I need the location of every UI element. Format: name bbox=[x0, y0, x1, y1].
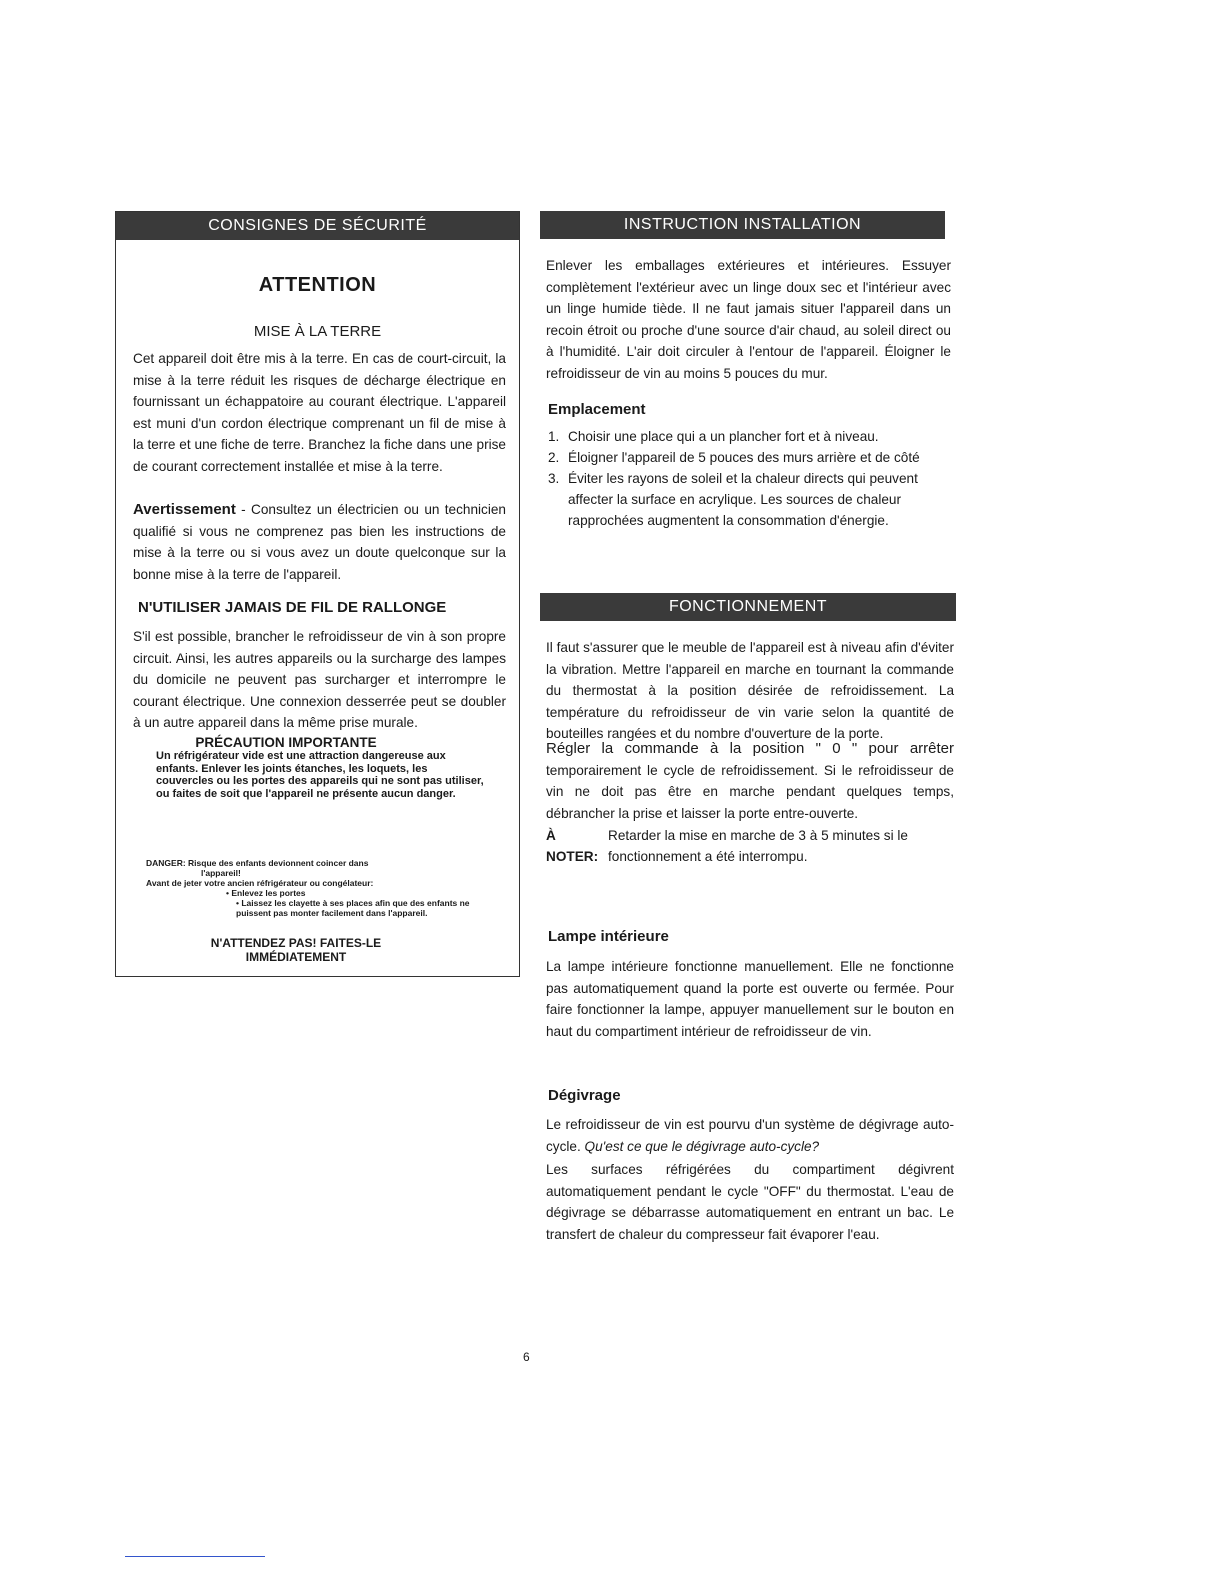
regler-text: temporairement le cycle de refroidissement. Si le refroidisseur de vin ne doit pas être en marche pendant quelques temps, débrancher la prise et laisser la porte entre-ouverte. bbox=[546, 762, 954, 821]
lamp-text: La lampe intérieure fonctionne manuellement. Elle ne fonctionne pas automatiquement quand la porte est ouverte ou fermée. Pour faire fonctionner la lampe, appuyer manuellement sur le bouton en haut du compartiment intérieur de refroidisseur de vin. bbox=[546, 959, 954, 1039]
list-item bbox=[548, 426, 948, 447]
operation-banner bbox=[540, 593, 956, 621]
safety-banner bbox=[116, 212, 519, 240]
note-label: À NOTER: bbox=[546, 828, 599, 864]
list-item-text: Éviter les rayons de soleil et la chaleur directs qui peuvent affecter la surface en acrylique. Les sources de chaleur rapprochées augmentent la consommation d'énergie. bbox=[568, 471, 918, 528]
final-warning-line: N'ATTENDEZ PAS! FAITES-LE bbox=[210, 936, 382, 950]
list-item bbox=[548, 468, 948, 531]
attention-heading: ATTENTION bbox=[258, 274, 377, 296]
list-item-number: 1. bbox=[548, 429, 560, 444]
note-text: Retarder la mise en marche de 3 à 5 minutes si le fonctionnement a été interrompu. bbox=[608, 828, 908, 864]
danger-block bbox=[146, 858, 496, 918]
final-warning-line: IMMÉDIATEMENT bbox=[245, 950, 347, 964]
warning-lead: Avertissement bbox=[133, 501, 236, 518]
regler-paragraph bbox=[546, 738, 954, 824]
danger-bullet: • Enlevez les portes bbox=[226, 888, 306, 898]
emplacement-list bbox=[548, 426, 948, 531]
defrost-title: Dégivrage bbox=[548, 1087, 621, 1104]
operation-text: Il faut s'assurer que le meuble de l'appareil est à niveau afin d'éviter la vibration. Mettre l'appareil en marche en tournant la commande du thermostat à la position désirée de refroidissement. La température du refroidisseur de vin varie selon la quantité de bouteilles rangées et du nombre d'ouverture de la porte. bbox=[546, 640, 954, 741]
grounding-title: MISE À LA TERRE bbox=[253, 323, 382, 340]
warning-paragraph bbox=[133, 499, 506, 585]
operation-banner-title: FONCTIONNEMENT bbox=[668, 598, 828, 615]
lamp-title: Lampe intérieure bbox=[548, 928, 669, 945]
final-warning bbox=[116, 936, 476, 964]
warning-text: - Consultez un électricien ou un technicien qualifié si vous ne comprenez pas bien les instructions de mise à la terre ou si vous avez un doute quelconque sur la bonne mise à la terre de l'appareil. bbox=[133, 502, 506, 582]
list-item bbox=[548, 447, 948, 468]
safety-section bbox=[115, 211, 520, 977]
install-banner-title: INSTRUCTION INSTALLATION bbox=[623, 216, 862, 233]
note bbox=[546, 825, 956, 867]
danger-line: Avant de jeter votre ancien réfrigérateur ou congélateur: bbox=[146, 878, 374, 888]
defrost-text-a: Le refroidisseur de vin est pourvu d'un système de dégivrage auto-cycle. bbox=[546, 1117, 954, 1154]
regler-lead: Régler la commande à la position " 0 " pour arrêter bbox=[546, 740, 954, 757]
install-banner bbox=[540, 211, 945, 239]
defrost-text bbox=[546, 1114, 954, 1157]
grounding-text: Cet appareil doit être mis à la terre. En cas de court-circuit, la mise à la terre réduit les risques de décharge électrique en fournissant un échappatoire au courant électrique. L'appareil est muni d'un cordon électrique comprenant un fil de mise à la terre et une fiche de terre. Branchez la fiche dans une prise de courant correctement installée et mise à la terre. bbox=[133, 351, 506, 474]
precaution-title: PRÉCAUTION IMPORTANTE bbox=[195, 735, 377, 750]
danger-line: DANGER: Risque des enfants devionnent coincer dans bbox=[146, 858, 369, 868]
extension-cord-text: S'il est possible, brancher le refroidisseur de vin à son propre circuit. Ainsi, les autres appareils ou la surcharge des lampes du domicile ne peuvent pas surcharger et interrompre le courant électrique. Une connexion desserrée peut se doubler à un autre appareil dans la même prise murale. bbox=[133, 629, 506, 730]
page-number: 6 bbox=[523, 1350, 530, 1364]
footer-rule bbox=[125, 1556, 265, 1557]
defrost-text-2: Les surfaces réfrigérées du compartiment dégivrent automatiquement pendant le cycle "OFF" du thermostat. L'eau de dégivrage se débarrasse automatiquement en entrant un bac. Le transfert de chaleur du compresseur fait évaporer l'eau. bbox=[546, 1162, 954, 1242]
precaution-text: Un réfrigérateur vide est une attraction dangereuse aux enfants. Enlever les joints étanches, les loquets, les couvercles ou les portes des appareils qui ne sont pas utiliser, ou faites de soit que l'appareil ne présente aucun danger. bbox=[156, 750, 484, 800]
emplacement-title: Emplacement bbox=[548, 401, 646, 418]
danger-line: l'appareil! bbox=[201, 868, 241, 878]
list-item-text: Éloigner l'appareil de 5 pouces des murs arrière et de côté bbox=[568, 450, 920, 465]
extension-cord-title: N'UTILISER JAMAIS DE FIL DE RALLONGE bbox=[138, 599, 447, 616]
list-item-number: 2. bbox=[548, 450, 560, 465]
defrost-question: Qu'est ce que le dégivrage auto-cycle? bbox=[584, 1138, 820, 1154]
list-item-number: 3. bbox=[548, 471, 560, 486]
safety-banner-title: CONSIGNES DE SÉCURITÉ bbox=[208, 217, 427, 234]
list-item-text: Choisir une place qui a un plancher fort et à niveau. bbox=[568, 429, 879, 444]
instructions-column bbox=[540, 211, 960, 1571]
install-text: Enlever les emballages extérieures et intérieures. Essuyer complètement l'extérieur avec un linge doux sec et l'intérieur avec un linge humide tiède. Il ne faut jamais situer l'appareil dans un recoin étroit ou proche d'une source d'air chaud, au soleil direct ou à l'humidité. L'air doit circuler à l'entour de l'appareil. Éloigner le refroidisseur de vin au moins 5 pouces du mur. bbox=[546, 258, 951, 381]
danger-bullet: • Laissez les clayette à ses places afin que des enfants ne puissent pas monter facilement dans l'appareil. bbox=[236, 898, 470, 918]
